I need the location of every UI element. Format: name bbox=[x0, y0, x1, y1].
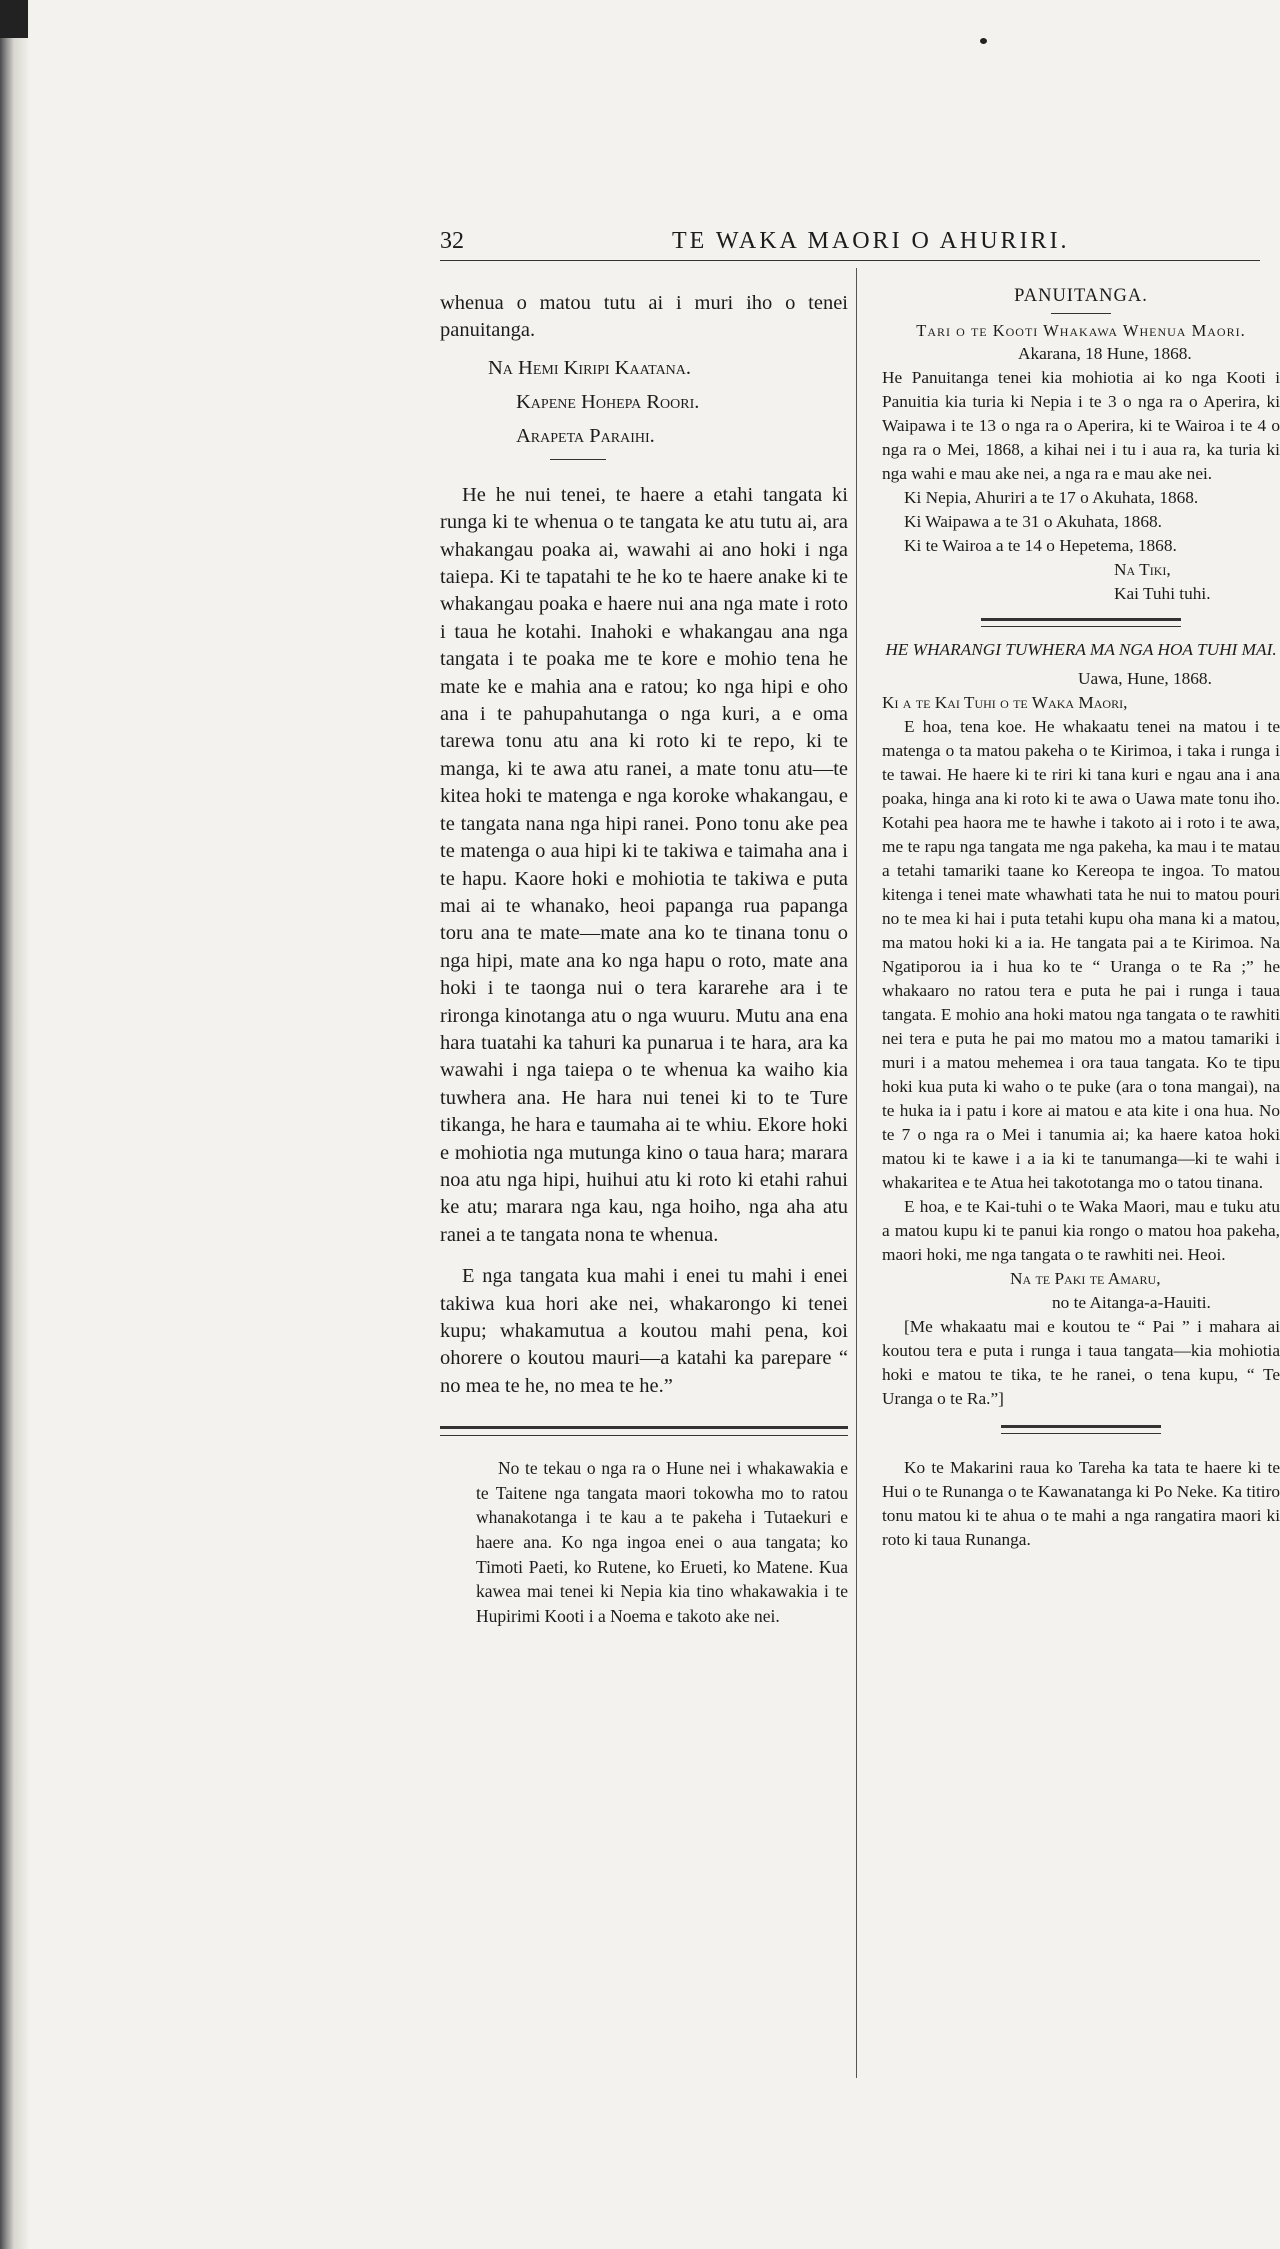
schedule-nepia: Ki Nepia, Ahuriri a te 17 o Akuhata, 1868. bbox=[904, 488, 1199, 507]
letter-body: E hoa, tena koe. He whakaatu tenei na matou i te matenga o ta matou pakeha o te Kirimoa, i taka i runga i te tawai. He haere ki te riri ki tana kuri e ngau ana i ana poaka, hinga ana ki roto ki te awa o Uawa mate tonu iho. Kotahi pea haora me te hawhe i takoto ai i roto i te awa, me te rapu nga tangata me nga pakeha, ka mau i te matau a tetahi tamariki taane ko Kereopa te ingoa. To matou kitenga i tenei mate whawhati tata he nui to matou pouri no te mea ki hai i puta tetahi kupu oha mana ki a matou, ma matou hoki ki a ia. He tangata pai a te Kirimoa. Na Ngatiporou ia i hua ko te “ Uranga o te Ra ;” he whakaaro no ratou tera e puta he pai i runga i taua tangata. E mohio ana hoki matou nga tangata o te rawhiti nei tera e puta he pai mo matou mo a matou tamariki i muri i a matou mehemea i ora taua tangata. Ko te tipu hoki kua puta ki waho o te puke (ara o tona mangai), na te huka ia i patu i kore ai matou e ata kite i ona hua. No te 7 o nga ra o Mei i tanumia ai; ka haere katoa hoki matou ki te kawe i a ia ki te tanumanga—ki te wahi i whakaritea e te Atua hei takototanga mo o tatou tinana. bbox=[882, 717, 1280, 1192]
page-header bbox=[440, 228, 1280, 268]
left-column bbox=[440, 290, 848, 2010]
running-head: TE WAKA MAORI O AHURIRI. bbox=[672, 228, 1070, 254]
ink-speck bbox=[980, 38, 987, 44]
signatory-1: Na Hemi Kiripi Kaatana. bbox=[488, 356, 692, 379]
panuitanga-title: PANUITANGA. bbox=[1014, 286, 1148, 306]
intro-paragraph: whenua o matou tutu ai i muri iho o tenei panuitanga. bbox=[440, 292, 848, 342]
section-divider bbox=[981, 618, 1181, 627]
makarini-paragraph: Ko te Makarini raua ko Tareha ka tata te haere ki te Hui o te Runanga o te Kawanatanga ki Po Neke. Ka titiro tonu matou ki te ahua o te mahi a nga rangatira maori ki roto ki taua Runanga. bbox=[882, 1458, 1280, 1549]
schedule-waipawa: Ki Waipawa a te 31 o Akuhata, 1868. bbox=[904, 512, 1162, 531]
section-rule bbox=[550, 459, 606, 460]
schedule-wairoa: Ki te Wairoa a te 14 o Hepetema, 1868. bbox=[904, 536, 1177, 555]
panuitanga-body: He Panuitanga tenei kia mohiotia ai ko nga Kooti i Panuitia kia turia ki Nepia i te 3 o nga ra o Aperira, ki Waipawa i te 13 o nga ra o Aperira, ki te Wairoa i te 4 o nga ra o Mei, 1868, a kihai nei i tu i aua ra, ka turia ki nga wahi e mau ake nei, a nga ra e mau ake nei. bbox=[882, 368, 1280, 483]
header-rule bbox=[440, 260, 1260, 261]
end-divider bbox=[1001, 1425, 1161, 1434]
double-rule bbox=[440, 1426, 848, 1436]
signatory-3: Arapeta Paraihi. bbox=[516, 424, 655, 447]
letters-heading: HE WHARANGI TUWHERA MA NGA HOA TUHI MAI. bbox=[885, 640, 1277, 659]
column-divider bbox=[856, 268, 857, 2078]
right-column bbox=[882, 286, 1280, 2026]
page-number: 32 bbox=[440, 228, 464, 254]
letter-closing: E hoa, e te Kai-tuhi o te Waka Maori, mau e tuku atu a matou kupu ki te panui kia rongo o matou hoa pakeha, maori hoki, me nga tangata o te rawhiti nei. Heoi. bbox=[882, 1197, 1280, 1264]
signatory-2: Kapene Hohepa Roori. bbox=[516, 390, 700, 413]
letter-signature: Na te Paki te Amaru, bbox=[1010, 1269, 1161, 1288]
page-binding-shadow bbox=[0, 0, 30, 2249]
court-notice: No te tekau o nga ra o Hune nei i whakawakia e te Taitene nga tangata maori tokowha mo to ratou whanakotanga i te kau a te pakeha i Tutaekuri e haere ana. Ko nga ingoa enei o aua tangata; ko Timoti Paeti, ko Rutene, ko Erueti, ko Matene. Kua kawea mai tenei ki Nepia kia tino whakawakia i te Hupirimi Kooti i a Noema e takoto ake nei. bbox=[476, 1458, 848, 1626]
office-date: Akarana, 18 Hune, 1868. bbox=[1018, 344, 1192, 363]
letter-addressee: Ki a te Kai Tuhi o te Waka Maori, bbox=[882, 693, 1128, 712]
editorial-paragraph: He he nui tenei, te haere a etahi tangata ki runga ki te whenua o te tangata ke atu tutu ai, ara whakangau poaka ai, wawahi ai ano hoki i nga taiepa. Ki te tapatahi te he ko te haere anake ki te whakangau poaka e haere nui ana nga mate i roto i taua he kotahi. Inahoki e whakangau ana nga tangata i te poaka me te kore e mohio tena he mate ke e mahia ana e ratou; ko nga hipi e oho ana i te pahupahutanga o nga kuri, a e oma tarewa tonu atu ana ki roto ki te repo, ki te manga, ki te awa atu ranei, a mate tonu atu—te kitea hoki te matenga e nga koroke whakangau, e te tangata nana nga hipi ranei. Pono tonu ake pea te matenga o aua hipi ki te takiwa e taimaha ana i te hapu. Kaore hoki e mohiotia te takiwa e puta mai ai te whanako, heoi papanga rua papanga toru ana te mate—mate ana ko te tinana tonu o nga hipi, mate ana ko nga hapu o roto, mate ana hoki i te taonga nui o tera kararehe ara i te rironga kinotanga atu o nga wuuru. Mutu ana ena hara tuatahi ka tahuri ka punarua i te hara, ara ka wawahi i nga taiepa o te whenua ka waiho kia tuwhera ana. He hara nui tenei ki to te Ture tikanga, he hara e taumaha ai te whiu. Ekore hoki e mohiotia nga mutunga kino o taua hara; marara noa atu nga hipi, huihui atu ki roto ki etahi rahui ke atu; marara nga kau, nga hoiho, nga aha atu ranei a te tangata nona te whenua. bbox=[440, 483, 848, 1246]
exhortation-paragraph: E nga tangata kua mahi i enei tu mahi i enei takiwa kua hori ake nei, whakarongo ki tenei kupu; whakamutua a koutou mahi pena, koi ohorere o koutou mauri—a katahi ka parepare “ no mea te he, no mea te he.” bbox=[440, 1265, 848, 1397]
editor-note: [Me whakaatu mai e koutou te “ Pai ” i mahara ai koutou tera e puta i runga i taua tangata—kia mohiotia hoki e matou te tika, te he ranei, o tena kupu, “ Te Uranga o te Ra.”] bbox=[882, 1317, 1280, 1408]
clerk-title: Kai Tuhi tuhi. bbox=[1114, 584, 1211, 603]
signatory-block bbox=[488, 351, 848, 453]
letter-place-date: Uawa, Hune, 1868. bbox=[1078, 669, 1212, 688]
binding-corner bbox=[0, 0, 28, 38]
title-rule bbox=[1051, 313, 1111, 314]
clerk-name: Na Tiki, bbox=[1114, 560, 1171, 579]
office-name: Tari o te Kooti Whakawa Whenua Maori. bbox=[916, 321, 1246, 340]
letter-tribe: no te Aitanga-a-Hauiti. bbox=[1052, 1293, 1211, 1312]
